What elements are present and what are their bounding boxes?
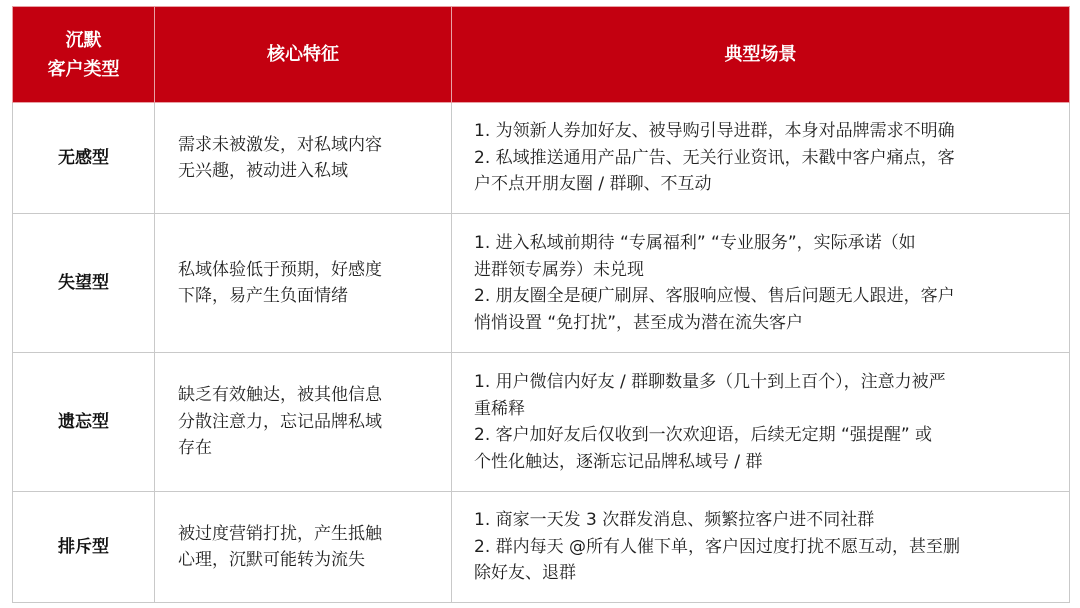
customer-type-cell: 排斥型 <box>13 492 155 603</box>
scenario-line: 2. 群内每天 @所有人催下单，客户因过度打扰不愿互动，甚至删 <box>474 536 961 557</box>
table-row <box>13 492 1070 603</box>
scenario-line: 1. 用户微信内好友 / 群聊数量多（几十到上百个），注意力被严 <box>474 372 946 392</box>
scenario-line: 1. 进入私域前期待 “专属福利” “专业服务”，实际承诺（如 <box>474 233 916 253</box>
feature-line: 下降，易产生负面情绪 <box>178 286 348 306</box>
scenario-line: 个性化触达，逐渐忘记品牌私域号 / 群 <box>474 451 763 472</box>
feature-line: 分散注意力，忘记品牌私域 <box>178 411 382 432</box>
header-customer-type <box>13 7 155 103</box>
header-typical-scenario: 典型场景 <box>452 7 1070 103</box>
feature-cell <box>155 103 452 214</box>
scenario-cell <box>452 214 1070 353</box>
feature-line: 缺乏有效触达，被其他信息 <box>178 385 382 406</box>
scenario-line: 户不点开朋友圈 / 群聊、不互动 <box>474 174 712 195</box>
customer-type-cell: 失望型 <box>13 214 155 353</box>
scenario-line: 2. 私域推送通用产品广告、无关行业资讯，未戳中客户痛点，客 <box>474 147 955 168</box>
scenario-line: 2. 客户加好友后仅收到一次欢迎语，后续无定期 “强提醒” 或 <box>474 425 933 445</box>
scenario-cell <box>452 492 1070 603</box>
silent-customer-table <box>12 6 1070 603</box>
customer-type-cell: 遗忘型 <box>13 353 155 492</box>
table-header <box>13 7 1070 103</box>
header-type-line: 沉默 <box>65 29 102 51</box>
table-row <box>13 353 1070 492</box>
scenario-line: 进群领专属券）未兑现 <box>474 259 644 280</box>
scenario-cell <box>452 353 1070 492</box>
table-row <box>13 103 1070 214</box>
feature-cell <box>155 214 452 353</box>
feature-line: 私域体验低于预期，好感度 <box>178 259 382 280</box>
scenario-cell <box>452 103 1070 214</box>
customer-type-cell: 无感型 <box>13 103 155 214</box>
feature-line: 被过度营销打扰，产生抵触 <box>178 523 382 544</box>
scenario-line: 2. 朋友圈全是硬广刷屏、客服响应慢、售后问题无人跟进，客户 <box>474 286 955 306</box>
scenario-line: 悄悄设置 “免打扰”，甚至成为潜在流失客户 <box>474 312 804 333</box>
table-body <box>13 103 1070 603</box>
scenario-line: 1. 商家一天发 3 次群发消息、频繁拉客户进不同社群 <box>474 510 875 531</box>
header-type-line: 客户类型 <box>47 58 120 80</box>
feature-line: 心理，沉默可能转为流失 <box>178 550 365 570</box>
feature-line: 无兴趣，被动进入私域 <box>178 161 348 181</box>
feature-cell <box>155 492 452 603</box>
feature-line: 存在 <box>178 438 212 459</box>
feature-cell <box>155 353 452 492</box>
scenario-line: 重稀释 <box>474 398 525 419</box>
feature-line: 需求未被激发，对私域内容 <box>178 134 382 155</box>
table-row <box>13 214 1070 353</box>
header-row <box>13 7 1070 103</box>
header-core-feature: 核心特征 <box>155 7 452 103</box>
scenario-line: 除好友、退群 <box>474 563 576 584</box>
scenario-line: 1. 为领新人券加好友、被导购引导进群，本身对品牌需求不明确 <box>474 121 955 142</box>
